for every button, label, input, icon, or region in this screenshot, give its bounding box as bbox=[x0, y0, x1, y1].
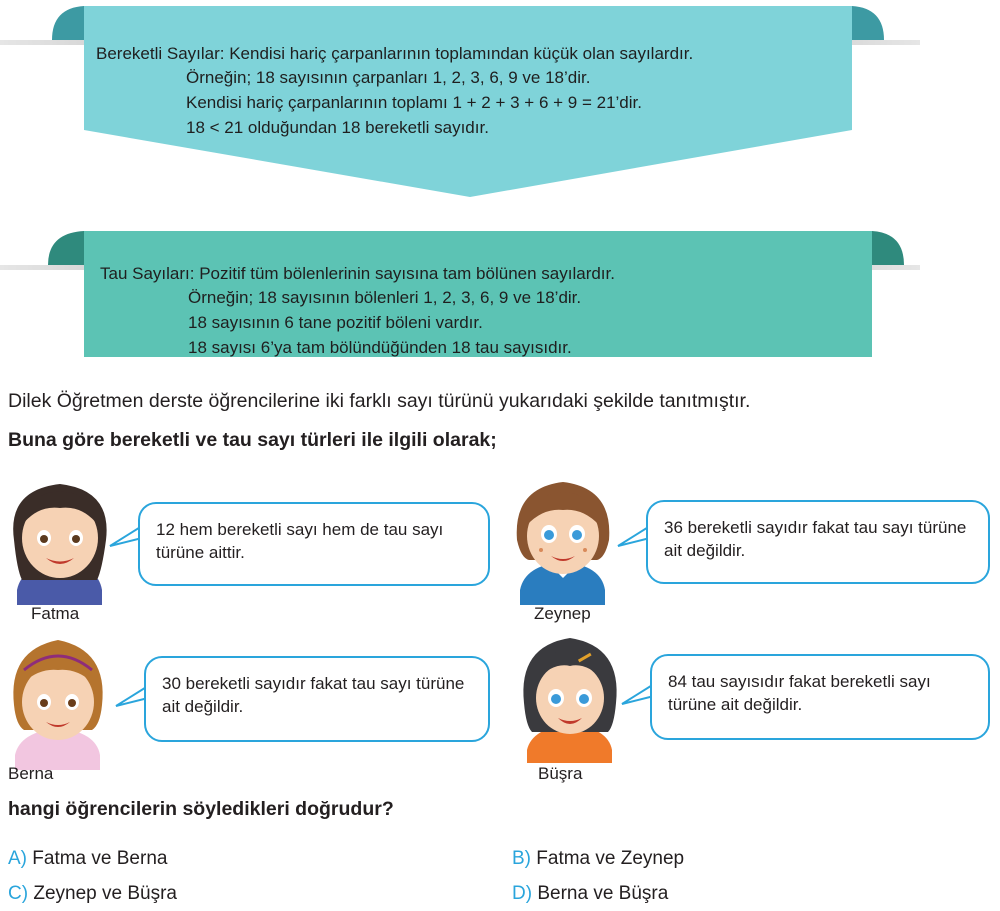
option-d[interactable] bbox=[512, 883, 668, 905]
option-text: Fatma ve Zeynep bbox=[536, 848, 685, 869]
banner1-line: Kendisi hariç çarpanlarının toplamı 1 + 2 + 3 + 6 + 9 = 21’dir. bbox=[186, 93, 642, 112]
speech-bubble-zeynep bbox=[646, 500, 990, 584]
option-c[interactable] bbox=[8, 883, 177, 905]
option-letter: A) bbox=[8, 848, 27, 869]
banner2-line: 18 sayısı 6’ya tam bölündüğünden 18 tau sayısıdır. bbox=[188, 338, 572, 357]
banner1-line: 18 < 21 olduğundan 18 bereketli sayıdır. bbox=[186, 118, 489, 137]
statement-busra: 84 tau sayısıdır fakat bereketli sayı türüne ait değildir. bbox=[668, 672, 931, 714]
speech-bubble-busra bbox=[650, 654, 990, 740]
question-end: hangi öğrencilerin söyledikleri doğrudur? bbox=[8, 798, 394, 820]
berna-avatar bbox=[0, 630, 115, 770]
busra-avatar bbox=[512, 628, 627, 763]
option-b[interactable] bbox=[512, 848, 684, 870]
option-a[interactable] bbox=[8, 848, 167, 870]
option-text: Zeynep ve Büşra bbox=[33, 883, 177, 904]
statement-zeynep: 36 bereketli sayıdır fakat tau sayı türüne ait değildir. bbox=[664, 518, 967, 560]
banner1-line: Örneğin; 18 sayısının çarpanları 1, 2, 3, 6, 9 ve 18’dir. bbox=[186, 68, 591, 87]
speech-bubble-fatma bbox=[138, 502, 490, 586]
student-name: Zeynep bbox=[534, 604, 591, 623]
intro-text: Dilek Öğretmen derste öğrencilerine iki farklı sayı türünü yukarıdaki şekilde tanıtmıştır. bbox=[8, 390, 751, 412]
question-lead: Buna göre bereketli ve tau sayı türleri ile ilgili olarak; bbox=[8, 429, 497, 451]
option-text: Fatma ve Berna bbox=[32, 848, 168, 869]
statement-fatma: 12 hem bereketli sayı hem de tau sayı türüne aittir. bbox=[156, 520, 444, 562]
banner2-title: Tau Sayıları: Pozitif tüm bölenlerinin sayısına tam bölünen sayılardır. bbox=[100, 264, 615, 283]
student-name: Büşra bbox=[538, 764, 583, 783]
option-letter: B) bbox=[512, 848, 531, 869]
banner2-line: Örneğin; 18 sayısının bölenleri 1, 2, 3, 6, 9 ve 18’dir. bbox=[188, 288, 582, 307]
statement-berna: 30 bereketli sayıdır fakat tau sayı türüne ait değildir. bbox=[162, 674, 465, 716]
speech-bubble-berna bbox=[144, 656, 490, 742]
option-letter: D) bbox=[512, 883, 533, 904]
zeynep-avatar bbox=[505, 470, 620, 605]
option-letter: C) bbox=[8, 883, 29, 904]
option-text: Berna ve Büşra bbox=[537, 883, 669, 904]
banner2-line: 18 sayısının 6 tane pozitif böleni vardır. bbox=[188, 313, 483, 332]
student-name: Fatma bbox=[31, 604, 80, 623]
student-name: Berna bbox=[8, 764, 54, 783]
fatma-avatar bbox=[2, 470, 117, 605]
banner1-title: Bereketli Sayılar: Kendisi hariç çarpanlarının toplamından küçük olan sayılardır. bbox=[96, 44, 694, 63]
